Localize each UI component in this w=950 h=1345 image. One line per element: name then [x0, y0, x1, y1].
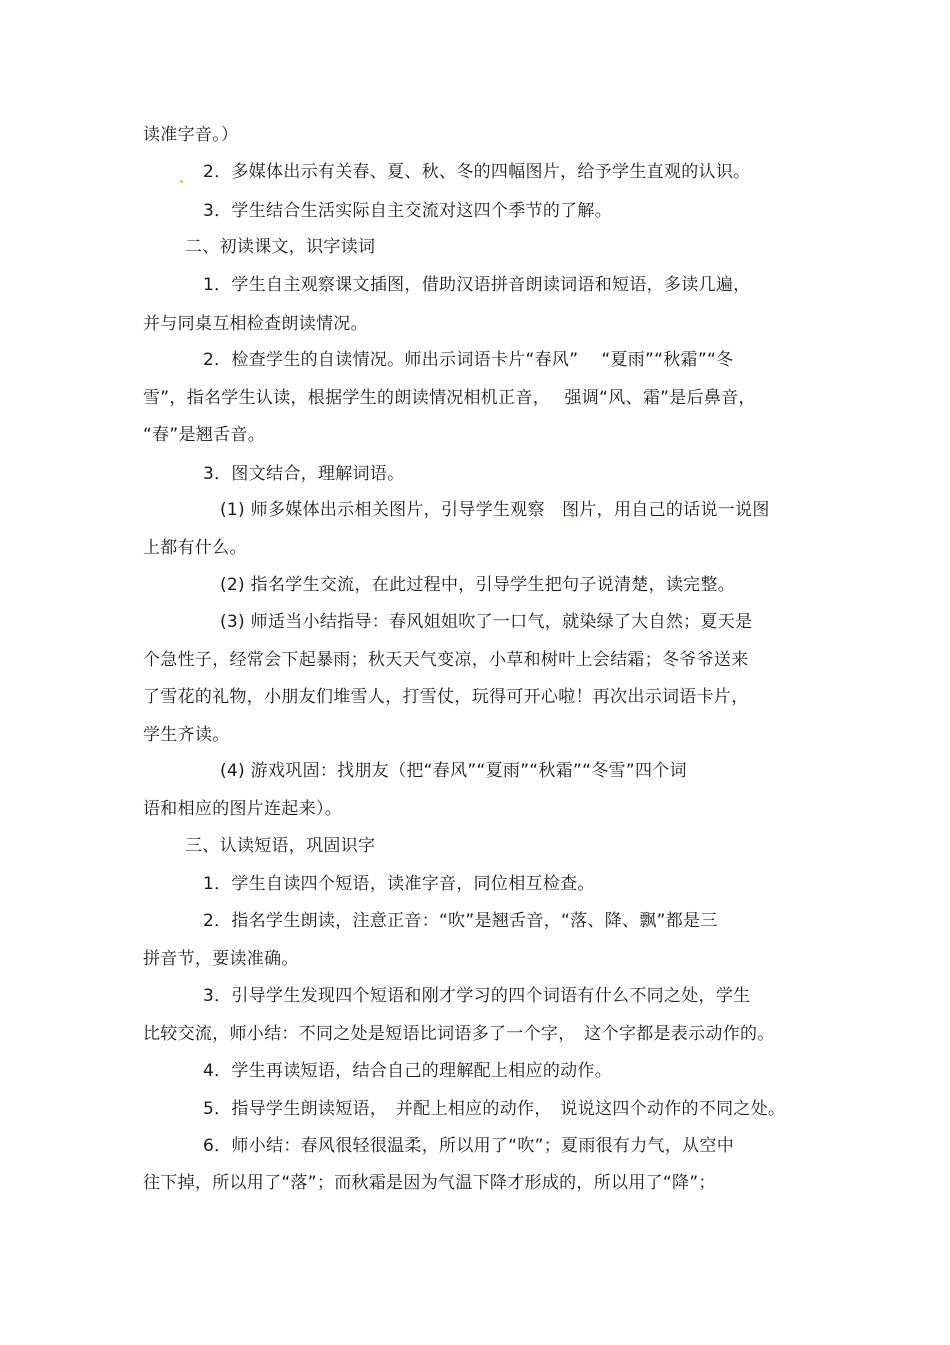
text-line: 比较交流，师小结：不同之处是短语比词语多了一个字， 这个字都是表示动作的。 [143, 1024, 775, 1044]
text-line: 3．学生结合生活实际自主交流对这四个季节的了解。 [203, 201, 613, 221]
text-line: 1．学生自读四个短语，读准字音，同位相互检查。 [203, 874, 595, 894]
text-line: 3．图文结合，理解词语。 [203, 464, 405, 484]
section-heading: 二、初读课文，识字读词 [185, 237, 376, 257]
text-line: 5．指导学生朗读短语， 并配上相应的动作， 说说这四个动作的不同之处。 [203, 1099, 786, 1119]
section-heading: 三、认读短语，巩固识字 [185, 836, 376, 856]
text-line: 2．多媒体出示有关春、夏、秋、冬的四幅图片，给予学生直观的认识。 [203, 162, 751, 182]
text-line: 上都有什么。 [143, 538, 247, 558]
text-line: (4) 游戏巩固：找朋友（把“春风”“夏雨”“秋霜”“冬雪”四个词 [220, 761, 687, 781]
text-line: 6．师小结：春风很轻很温柔，所以用了“吹”；夏雨很有力气，从空中 [203, 1136, 735, 1156]
text-line: 读准字音。） [143, 125, 239, 145]
text-line: (1) 师多媒体出示相关图片，引导学生观察 图片，用自己的话说一说图 [220, 500, 770, 520]
text-line: “春”是翘舌音。 [143, 425, 266, 445]
text-line: (2) 指名学生交流，在此过程中，引导学生把句子说清楚，读完整。 [220, 575, 736, 595]
text-line: 雪”，指名学生认读，根据学生的朗读情况相机正音， 强调“风、霜”是后鼻音， [143, 388, 756, 408]
text-line: 4．学生再读短语，结合自己的理解配上相应的动作。 [203, 1061, 613, 1081]
text-line: (3) 师适当小结指导：春风姐姐吹了一口气，就染绿了大自然；夏天是 [220, 612, 753, 632]
text-line: 学生齐读。 [143, 725, 230, 745]
text-line: 语和相应的图片连起来）。 [143, 799, 343, 819]
text-line: 了雪花的礼物，小朋友们堆雪人，打雪仗，玩得可开心啦！再次出示词语卡片， [143, 687, 749, 707]
text-line: 2．指名学生朗读，注意正音：“吹”是翘舌音，“落、降、飘”都是三 [203, 911, 718, 931]
text-line: 个急性子，经常会下起暴雨；秋天天气变凉，小草和树叶上会结霜；冬爷爷送来 [143, 650, 749, 670]
text-line: 1．学生自主观察课文插图，借助汉语拼音朗读词语和短语，多读几遍， [203, 275, 751, 295]
text-line: 2．检查学生的自读情况。师出示词语卡片“春风” “夏雨”“秋霜”“冬 [203, 350, 734, 370]
text-line: 并与同桌互相检查朗读情况。 [143, 314, 368, 334]
scan-speck [180, 180, 183, 183]
text-line: 3．引导学生发现四个短语和刚才学习的四个词语有什么不同之处，学生 [203, 986, 751, 1006]
text-line: 拼音节，要读准确。 [143, 949, 299, 969]
text-line: 往下掉，所以用了“落”；而秋霜是因为气温下降才形成的，所以用了“降”； [143, 1173, 716, 1193]
